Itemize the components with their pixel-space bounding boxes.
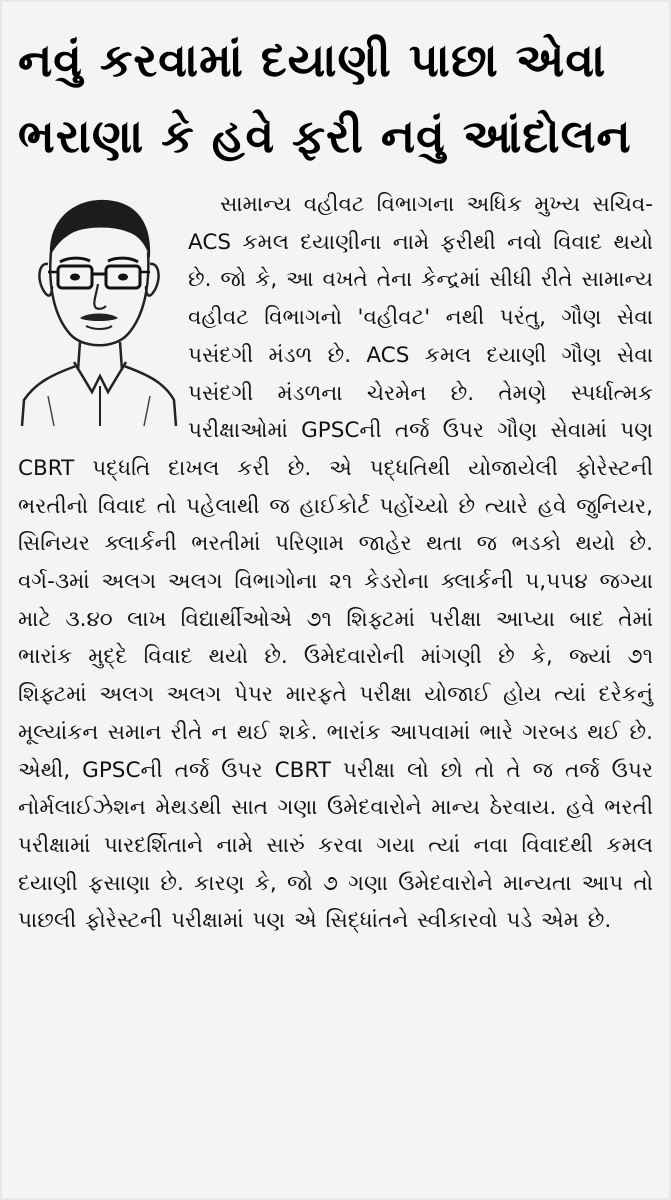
article-body [18, 186, 653, 940]
article-paragraph: સામાન્ય વહીવટ વિભાગના અધિક મુખ્ય સચિવ- ACS કમલ દયાણીના નામે ફરીથી નવો વિવાદ થયો છે. જો કે, આ વખતે તેના કેન્દ્રમાં સીધી રીતે સામાન્ય વહીવટ વિભાગનો 'વહીવટ' નથી પરંતુ, ગૌણ સેવા પસંદગી મંડળ છે. ACS કમલ દયાણી ગૌણ સેવા પસંદગી મંડળના ચેરમેન છે. તેમણે સ્પર્ધાત્મક પરીક્ષાઓમાં GPSCની તર્જ ઉપર ગૌણ સેવામાં પણ CBRT પદ્ધતિ દાખલ કરી છે. એ પદ્ધતિથી યોજાયેલી ફોરેસ્ટની ભરતીનો વિવાદ તો પહેલાથી જ હાઈકોર્ટ પહોંચ્યો છે ત્યારે હવે જુનિયર, સિનિયર ક્લાર્કની ભરતીમાં પરિણામ જાહેર થતા જ ભડકો થયો છે. વર્ગ-૩માં અલગ અલગ વિભાગોના ૨૧ કેડરોના ક્લાર્કની ૫,૫૫૪ જગ્યા માટે ૩.૪૦ લાખ વિદ્યાર્થીઓએ ૭૧ શિફ્ટમાં પરીક્ષા આપ્યા બાદ તેમાં ભારાંક મુદ્દે વિવાદ થયો છે. ઉમેદવારોની માંગણી છે કે, જ્યાં ૭૧ શિફ્ટમાં અલગ અલગ પેપર મારફતે પરીક્ષા યોજાઈ હોય ત્યાં દરેકનું મૂલ્યાંકન સમાન રીતે ન થઈ શકે. ભારાંક આપવામાં ભારે ગરબડ થઈ છે. એથી, GPSCની તર્જ ઉપર CBRT પરીક્ષા લો છો તો તે જ તર્જ ઉપર નોર્મલાઈઝેશન મેથડથી સાત ગણા ઉમેદવારોને માન્ય ઠેરવાય. હવે ભરતી પરીક્ષામાં પારદર્શિતાને નામે સારું કરવા ગયા ત્યાં નવા વિવાદથી કમલ દયાણી ફસાણા છે. કારણ કે, જો ૭ ગણા ઉમેદવારોને માન્યતા આપ તો પાછલી ફોરેસ્ટની પરીક્ષામાં પણ એ સિદ્ધાંતને સ્વીકારવો પડે એમ છે. [18, 192, 653, 934]
headline [18, 22, 653, 174]
headline-line-2: ભરાણા કે હવે ફરી નવું આંદોલન [18, 109, 632, 163]
portrait-sketch-icon [18, 186, 178, 426]
headline-line-1: નવું કરવામાં દયાણી પાછા એવા [18, 33, 607, 87]
